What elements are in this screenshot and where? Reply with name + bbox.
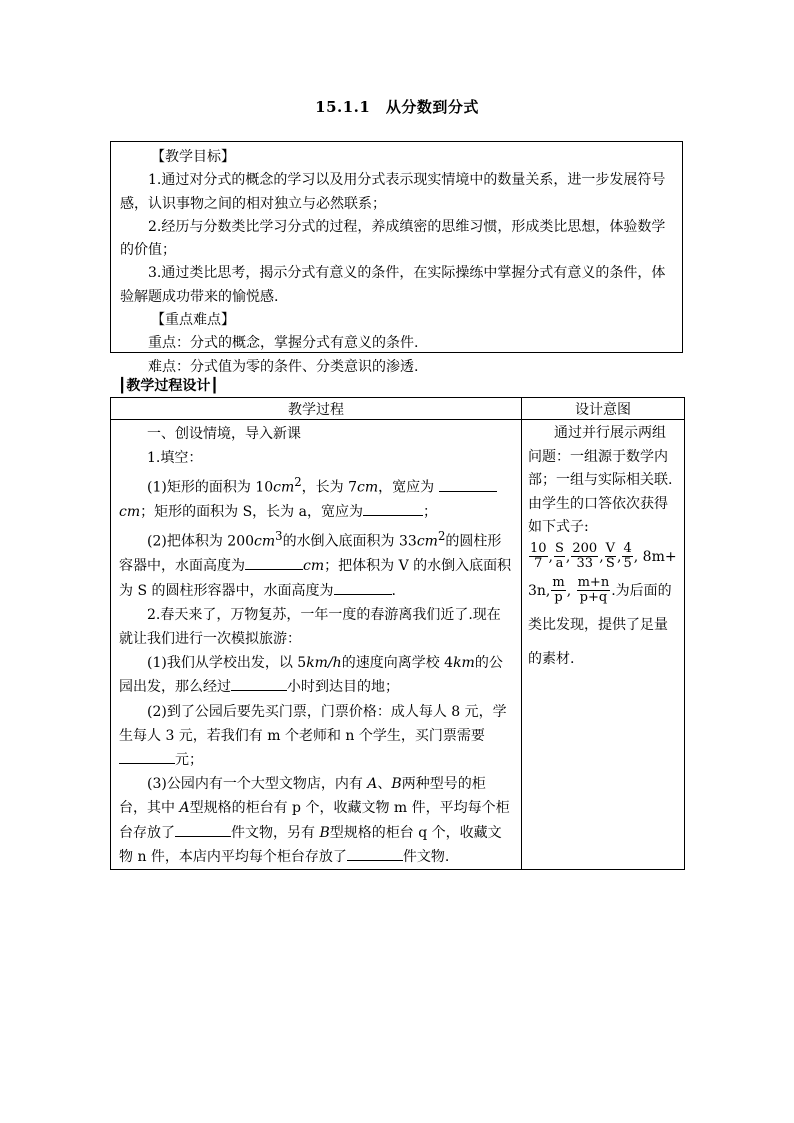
difficulty: 难点：分式值为零的条件、分类意识的渗透.: [148, 358, 419, 375]
spring-trip-intro: 2.春天来了，万物复苏，一年一度的春游离我们近了.现在就让我们进行一次模拟旅游：: [119, 606, 501, 647]
answer-blank[interactable]: [231, 675, 287, 691]
fraction: $\frac{m+n}{p+q}$: [577, 575, 610, 605]
trip-question-2: (2)到了公园后要先买门票，门票价格：成人每人 8 元，学生每人 3 元，若我们有 m 个老师和 n 个学生，买门票需要元；: [119, 703, 507, 768]
objective-item: 1.通过对分式的概念的学习以及用分式表示现实情境中的数量关系，进一步发展符号感，认识事物之间的相对独立与必然联系；: [120, 172, 666, 212]
answer-blank[interactable]: [245, 554, 303, 570]
answer-blank[interactable]: [363, 500, 423, 516]
process-cell: [111, 420, 522, 870]
process-table: [110, 397, 685, 870]
key-difficulty-heading: 【重点难点】: [151, 312, 235, 329]
objective-item: 2.经历与分数类比学习分式的过程，养成缜密的思维习惯，形成类比思想，体验数学的价值；: [120, 218, 666, 259]
fraction: $\frac{200}{33}$: [572, 541, 598, 571]
section-title: ┃教学过程设计┃: [118, 378, 219, 394]
objective-item: 3.通过类比思考，揭示分式有意义的条件，在实际操练中掌握分式有意义的条件，体验解题成功带来的愉悦感.: [120, 265, 666, 305]
page-title: 15.1.1 从分数到分式: [315, 98, 479, 116]
intent-fractions: $\frac{10}{7}$ , $\frac{S}{a}$ , $\frac{200}{33}$ , $\frac{V}{S}$ , $\frac{4}{5}$ , 8m+: [530, 541, 677, 571]
answer-blank[interactable]: [334, 579, 392, 595]
trip-question-1: (1)我们从学校出发，以 5km/h的速度向离学校 4km的公园出发，那么经过 小时到达目的地；: [119, 655, 503, 696]
fraction: $\frac{4}{5}$: [623, 541, 632, 571]
question-2: (2)把体积为 $200cm^3$的水倒入底面积为 $33cm^2$的圆柱形容器中，水面高度为 cm；把体积为 V 的水倒入底面积为 S 的圆柱形容器中，水面高度为 .: [119, 529, 512, 599]
fraction: $\frac{10}{7}$: [530, 541, 547, 571]
intent-text: 通过并行展示两组问题：一组源于数学内部；一组与实际相关联.由学生的口答依次获得如下式子:: [528, 425, 673, 535]
answer-blank[interactable]: [347, 845, 403, 861]
intent-cell: [522, 420, 685, 870]
objectives-heading: 【教学目标】: [151, 149, 235, 165]
key-point: 重点：分式的概念，掌握分式有意义的条件.: [148, 335, 419, 352]
answer-blank[interactable]: [119, 748, 175, 764]
fraction: $\frac{m}{p}$: [552, 575, 565, 605]
step-heading: 一、创设情境，导入新课: [147, 426, 301, 442]
header-intent: 设计意图: [522, 398, 685, 420]
answer-blank[interactable]: [439, 476, 497, 492]
objectives-box: [110, 141, 683, 375]
fraction: $\frac{S}{a}$: [555, 541, 564, 571]
intent-fractions-2: 3n, $\frac{m}{p}$ , $\frac{m+n}{p+q}$ .为后面的类比发现，提供了足量的素材.: [528, 575, 672, 667]
answer-blank[interactable]: [175, 821, 231, 837]
trip-question-3: (3)公园内有一个大型文物店，内有 A、B两种型号的柜台，其中 A型规格的柜台有 p 个，收藏文物 m 件，平均每个柜台存放了 件文物，另有 B型规格的柜台 q 个，收藏文物 n 件，本店内平均每个柜台存放了 件文物.: [119, 776, 510, 865]
fraction: $\frac{V}{S}$: [605, 541, 616, 571]
fill-heading: 1.填空：: [147, 450, 203, 467]
header-process: 教学过程: [111, 398, 522, 420]
question-1: (1)矩形的面积为 $10cm^2$，长为 7cm，宽应为 cm；矩形的面积为 S，长为 a，宽应为 ；: [119, 470, 513, 524]
